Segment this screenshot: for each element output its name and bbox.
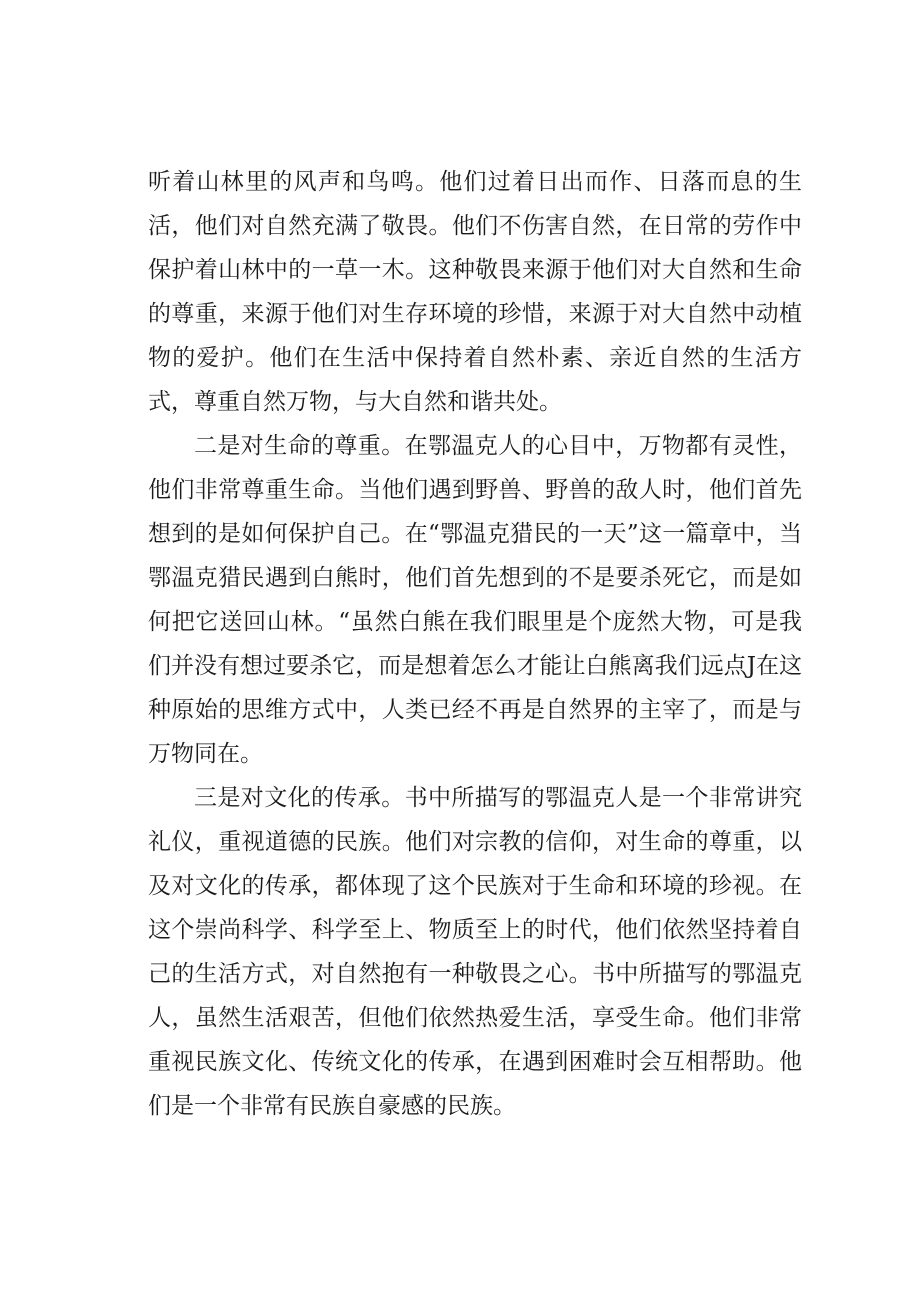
paragraph-cultural-heritage: 三是对文化的传承。书中所描写的鄂温克人是一个非常讲究礼仪，重视道德的民族。他们对宗教的信仰，对生命的尊重，以及对文化的传承，都体现了这个民族对于生命和环境的珍视。在这个崇尚科学、科学至上、物质至上的时代，他们依然坚持着自己的生活方式，对自然抱有一种敬畏之心。书中所描写的鄂温克人，虽然生活艰苦，但他们依然热爱生活，享受生命。他们非常重视民族文化、传统文化的传承，在遇到困难时会互相帮助。他们是一个非常有民族自豪感的民族。 — [148, 785, 802, 1119]
paragraph-respect-for-life: 二是对生命的尊重。在鄂温克人的心目中，万物都有灵性，他们非常尊重生命。当他们遇到野兽、野兽的敌人时，他们首先想到的是如何保护自己。在“鄂温克猎民的一天”这一篇章中，当鄂温克猎民遇到白熊时，他们首先想到的不是要杀死它，而是如何把它送回山林。“虽然白熊在我们眼里是个庞然大物，可是我们并没有想过要杀它，而是想着怎么才能让白熊离我们远点J在这种原始的思维方式中，人类已经不再是自然界的主宰了，而是与万物同在。 — [148, 433, 802, 767]
paragraph-continuation: 听着山林里的风声和鸟鸣。他们过着日出而作、日落而息的生活，他们对自然充满了敬畏。他们不伤害自然，在日常的劳作中保护着山林中的一草一木。这种敬畏来源于他们对大自然和生命的尊重，来源于他们对生存环境的珍惜，来源于对大自然中动植物的爱护。他们在生活中保持着自然朴素、亲近自然的生活方式，尊重自然万物，与大自然和谐共处。 — [148, 169, 802, 415]
document-body — [148, 160, 802, 1128]
